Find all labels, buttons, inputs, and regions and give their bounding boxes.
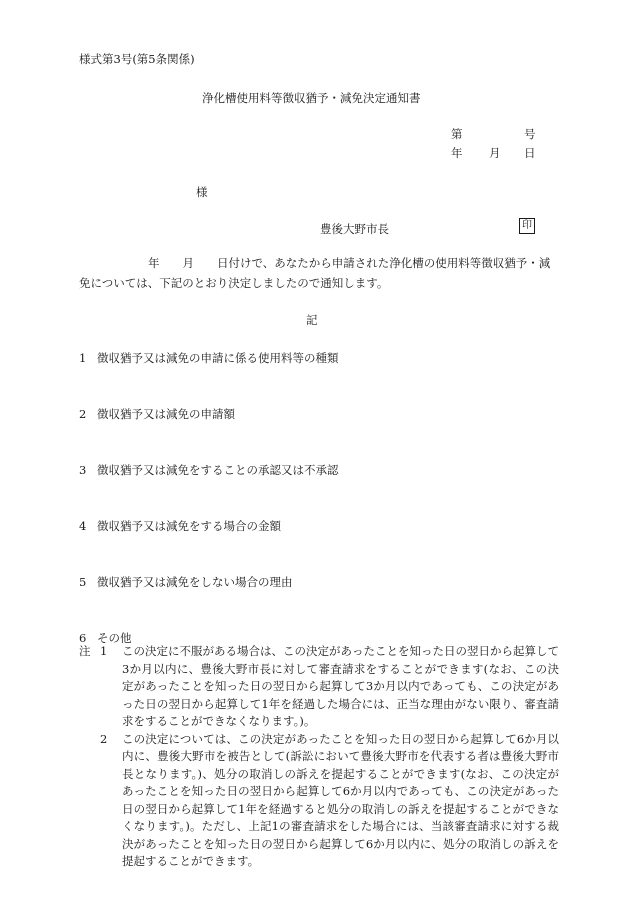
note-number: 2 — [100, 731, 108, 746]
item-number: 2 — [79, 407, 87, 421]
addressee-honorific: 様 — [196, 185, 208, 199]
note-2 — [100, 731, 559, 871]
ref-gou: 号 — [524, 127, 536, 141]
seal-mark: 印 — [519, 218, 535, 234]
note-1 — [79, 643, 559, 731]
form-number: 様式第3号(第5条関係) — [79, 52, 195, 66]
item-2 — [79, 406, 235, 422]
note-number: 1 — [100, 644, 108, 658]
date-day: 日 — [524, 146, 536, 160]
document-title: 浄化槽使用料等徴収猶予・減免決定通知書 — [202, 91, 421, 105]
item-number: 1 — [79, 351, 87, 365]
item-number: 6 — [79, 631, 87, 645]
date-month: 月 — [489, 146, 501, 160]
item-5 — [79, 574, 293, 590]
item-3 — [79, 462, 339, 478]
note-text: この決定については、この決定があったことを知った日の翌日から起算して6か月以内に、豊後大野市を被告として(訴訟において豊後大野市を代表する者は豊後大野市長となります。)、処分の取消しの訴えを提起することができます(なお、この決定があったことを知った日の翌日から起算して6か月以内であっても、この決定があった日の翌日から起算して1年を経過すると処分の取消しの訴えを提起することができなくなります。)。ただし、上記1の審査請求をした場合には、当該審査請求に対する裁決があったことを知った日の翌日から起算して6か月以内に、処分の取消しの訴えを提起することができます。 — [122, 731, 559, 868]
item-label: その他 — [97, 631, 132, 645]
date-year: 年 — [451, 146, 463, 160]
item-label: 徴収猶予又は減免をすることの承認又は不承認 — [97, 463, 339, 477]
ref-dai: 第 — [451, 127, 463, 141]
item-label: 徴収猶予又は減免をしない場合の理由 — [97, 575, 293, 589]
item-number: 3 — [79, 463, 87, 477]
note-label: 注 — [79, 644, 91, 658]
body-paragraph: 年 月 日付けで、あなたから申請された浄化槽の使用料等徴収猶予・減免については、下記のとおり決定しましたので通知します。 — [79, 256, 551, 290]
item-4 — [79, 518, 281, 534]
note-text: この決定に不服がある場合は、この決定があったことを知った日の翌日から起算して3か月以内に、豊後大野市長に対して審査請求をすることができます(なお、この決定があったことを知った日の翌日から起算して3か月以内であっても、この決定があった日の翌日から起算して1年を経過した場合には、正当な理由がない限り、審査請求をすることができなくなります。)。 — [122, 644, 559, 728]
item-number: 4 — [79, 519, 87, 533]
item-1 — [79, 350, 339, 366]
sender-mayor: 豊後大野市長 — [320, 222, 389, 236]
item-number: 5 — [79, 575, 87, 589]
item-label: 徴収猶予又は減免の申請額 — [97, 407, 235, 421]
notes-section — [79, 643, 559, 871]
item-label: 徴収猶予又は減免の申請に係る使用料等の種類 — [97, 351, 339, 365]
ki-heading: 記 — [306, 313, 318, 327]
item-label: 徴収猶予又は減免をする場合の金額 — [97, 519, 281, 533]
